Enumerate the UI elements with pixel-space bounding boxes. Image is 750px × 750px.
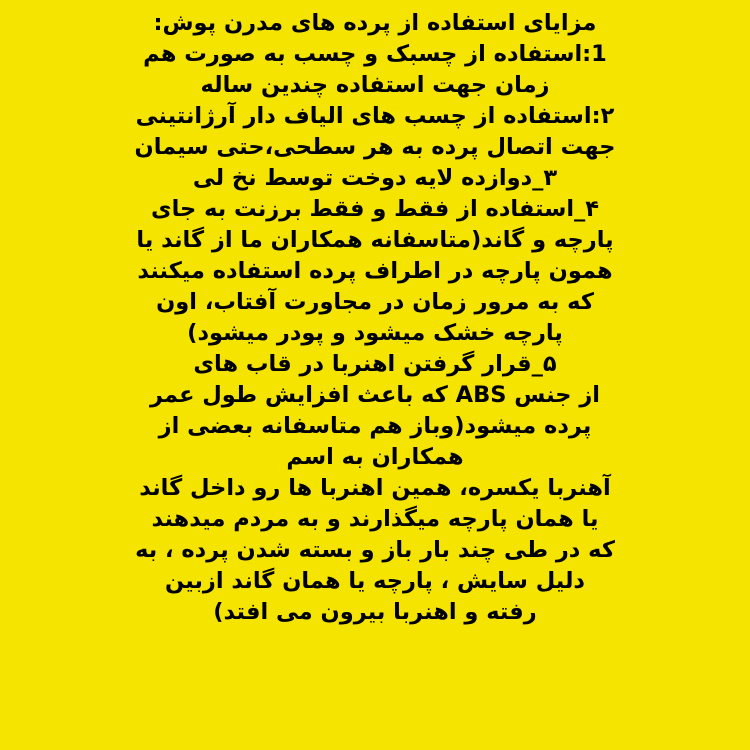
text-line: همکاران به اسم [286, 444, 464, 470]
text-line: ۴_استفاده از فقط و فقط برزنت به جای [150, 196, 600, 222]
text-line: رفته و اهنربا بیرون می افتد) [213, 599, 537, 625]
text-line: که به مرور زمان در مجاورت آفتاب، اون [156, 289, 594, 315]
text-line: پرده میشود(وباز هم متاسفانه بعضی از [158, 413, 592, 439]
text-line: آهنربا یکسره، همین اهنربا ها رو داخل گاند [139, 475, 611, 501]
text-line: مزایای استفاده از پرده های مدرن پوش: [153, 10, 597, 36]
text-line: پارچه خشک میشود و پودر میشود) [187, 320, 563, 346]
text-line: ۵_قرار گرفتن اهنربا در قاب های [193, 351, 557, 377]
text-line: که در طی چند بار باز و بسته شدن پرده ، به [135, 537, 615, 563]
text-line: دلیل سایش ، پارچه یا همان گاند ازبین [165, 568, 585, 594]
text-line: جهت اتصال پرده به هر سطحی،حتی سیمان [134, 134, 616, 160]
text-line: ۲:استفاده از چسب های الیاف دار آرژانتینی [135, 103, 615, 129]
text-line: زمان جهت استفاده چندین ساله [200, 72, 550, 98]
text-line: یا همان پارچه میگذارند و به مردم میدهند [151, 506, 599, 532]
text-line: 1:استفاده از چسبک و چسب به صورت هم [143, 41, 607, 67]
text-line: پارچه و گاند(متاسفانه همکاران ما از گاند یا [136, 227, 614, 253]
text-line: ۳_دوازده لایه دوخت توسط نخ لی [192, 165, 558, 191]
text-line: از جنس ABS که باعث افزایش طول عمر [150, 382, 600, 408]
text-line: همون پارچه در اطراف پرده استفاده میکنند [137, 258, 613, 284]
